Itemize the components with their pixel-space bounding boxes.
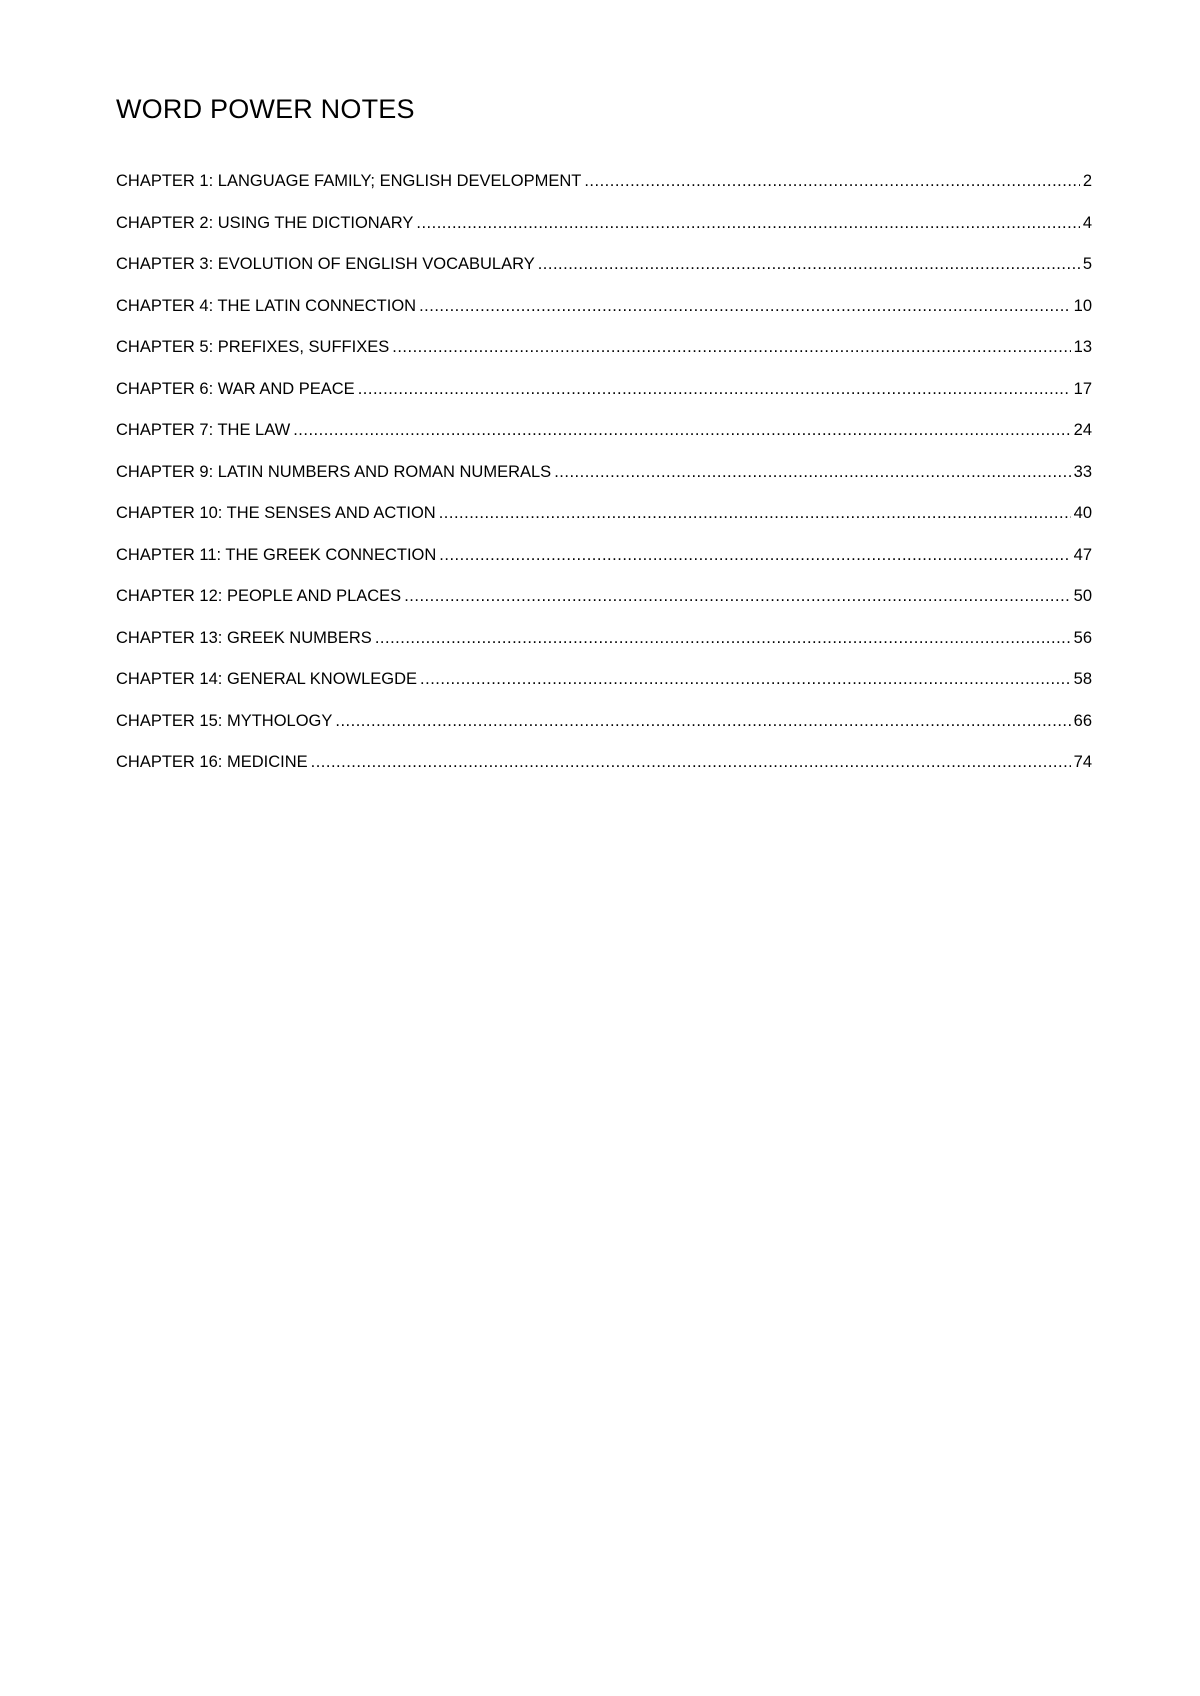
toc-entry-page-number: 2 <box>1082 172 1092 190</box>
toc-entry[interactable] <box>116 336 1092 378</box>
toc-entry[interactable] <box>116 170 1092 212</box>
toc-entry-label: CHAPTER 11: THE GREEK CONNECTION <box>116 545 437 564</box>
toc-entry-label: CHAPTER 16: MEDICINE <box>116 753 308 771</box>
toc-entry-page-number: 40 <box>1073 504 1092 522</box>
toc-entry-page-number: 5 <box>1082 255 1092 273</box>
toc-entry-page-number: 50 <box>1073 587 1092 605</box>
toc-entry-page-number: 74 <box>1073 753 1092 771</box>
toc-dot-leader <box>375 627 1071 649</box>
toc-entry-label: CHAPTER 7: THE LAW <box>116 421 291 439</box>
table-of-contents <box>116 170 1092 793</box>
toc-entry-label: CHAPTER 4: THE LATIN CONNECTION <box>116 296 417 315</box>
toc-entry-label: CHAPTER 3: EVOLUTION OF ENGLISH VOCABULARY <box>116 255 535 273</box>
toc-entry-page-number: 66 <box>1073 711 1092 730</box>
toc-entry-page-number: 13 <box>1073 338 1092 356</box>
toc-entry[interactable] <box>116 502 1092 544</box>
toc-entry-page-number: 56 <box>1073 628 1092 647</box>
toc-entry[interactable] <box>116 378 1092 420</box>
toc-entry-label: CHAPTER 9: LATIN NUMBERS AND ROMAN NUMERALS <box>116 462 552 481</box>
toc-dot-leader <box>392 336 1070 358</box>
toc-entry-label: CHAPTER 1: LANGUAGE FAMILY; ENGLISH DEVELOPMENT <box>116 172 582 190</box>
toc-dot-leader <box>293 419 1070 441</box>
toc-entry-page-number: 4 <box>1082 213 1092 232</box>
toc-entry-label: CHAPTER 12: PEOPLE AND PLACES <box>116 587 402 605</box>
document-title: WORD POWER NOTES <box>116 94 415 124</box>
toc-entry-label: CHAPTER 14: GENERAL KNOWLEGDE <box>116 670 418 688</box>
toc-entry[interactable] <box>116 627 1092 669</box>
toc-entry-page-number: 24 <box>1073 421 1092 439</box>
toc-entry[interactable] <box>116 710 1092 752</box>
toc-dot-leader <box>335 710 1070 732</box>
toc-entry[interactable] <box>116 668 1092 710</box>
toc-entry[interactable] <box>116 295 1092 337</box>
toc-entry[interactable] <box>116 212 1092 254</box>
toc-entry[interactable] <box>116 461 1092 503</box>
toc-entry-label: CHAPTER 6: WAR AND PEACE <box>116 379 355 398</box>
toc-dot-leader <box>416 212 1079 234</box>
toc-entry-page-number: 47 <box>1073 545 1092 564</box>
toc-dot-leader <box>311 751 1071 773</box>
toc-entry-page-number: 33 <box>1073 462 1092 481</box>
toc-dot-leader <box>439 502 1071 524</box>
toc-entry-label: CHAPTER 10: THE SENSES AND ACTION <box>116 504 436 522</box>
toc-dot-leader <box>538 253 1080 275</box>
toc-entry-label: CHAPTER 15: MYTHOLOGY <box>116 711 333 730</box>
toc-dot-leader <box>419 295 1071 317</box>
toc-entry[interactable] <box>116 419 1092 461</box>
toc-entry-label: CHAPTER 5: PREFIXES, SUFFIXES <box>116 338 390 356</box>
toc-entry[interactable] <box>116 544 1092 586</box>
toc-entry-label: CHAPTER 2: USING THE DICTIONARY <box>116 213 414 232</box>
toc-dot-leader <box>358 378 1071 400</box>
toc-entry[interactable] <box>116 751 1092 793</box>
toc-dot-leader <box>554 461 1070 483</box>
toc-dot-leader <box>584 170 1079 192</box>
toc-entry-page-number: 10 <box>1073 296 1092 315</box>
toc-entry[interactable] <box>116 253 1092 295</box>
toc-entry-page-number: 17 <box>1073 379 1092 398</box>
toc-dot-leader <box>439 544 1070 566</box>
toc-dot-leader <box>420 668 1071 690</box>
toc-entry-page-number: 58 <box>1073 670 1092 688</box>
toc-entry[interactable] <box>116 585 1092 627</box>
toc-dot-leader <box>404 585 1070 607</box>
toc-entry-label: CHAPTER 13: GREEK NUMBERS <box>116 628 372 647</box>
